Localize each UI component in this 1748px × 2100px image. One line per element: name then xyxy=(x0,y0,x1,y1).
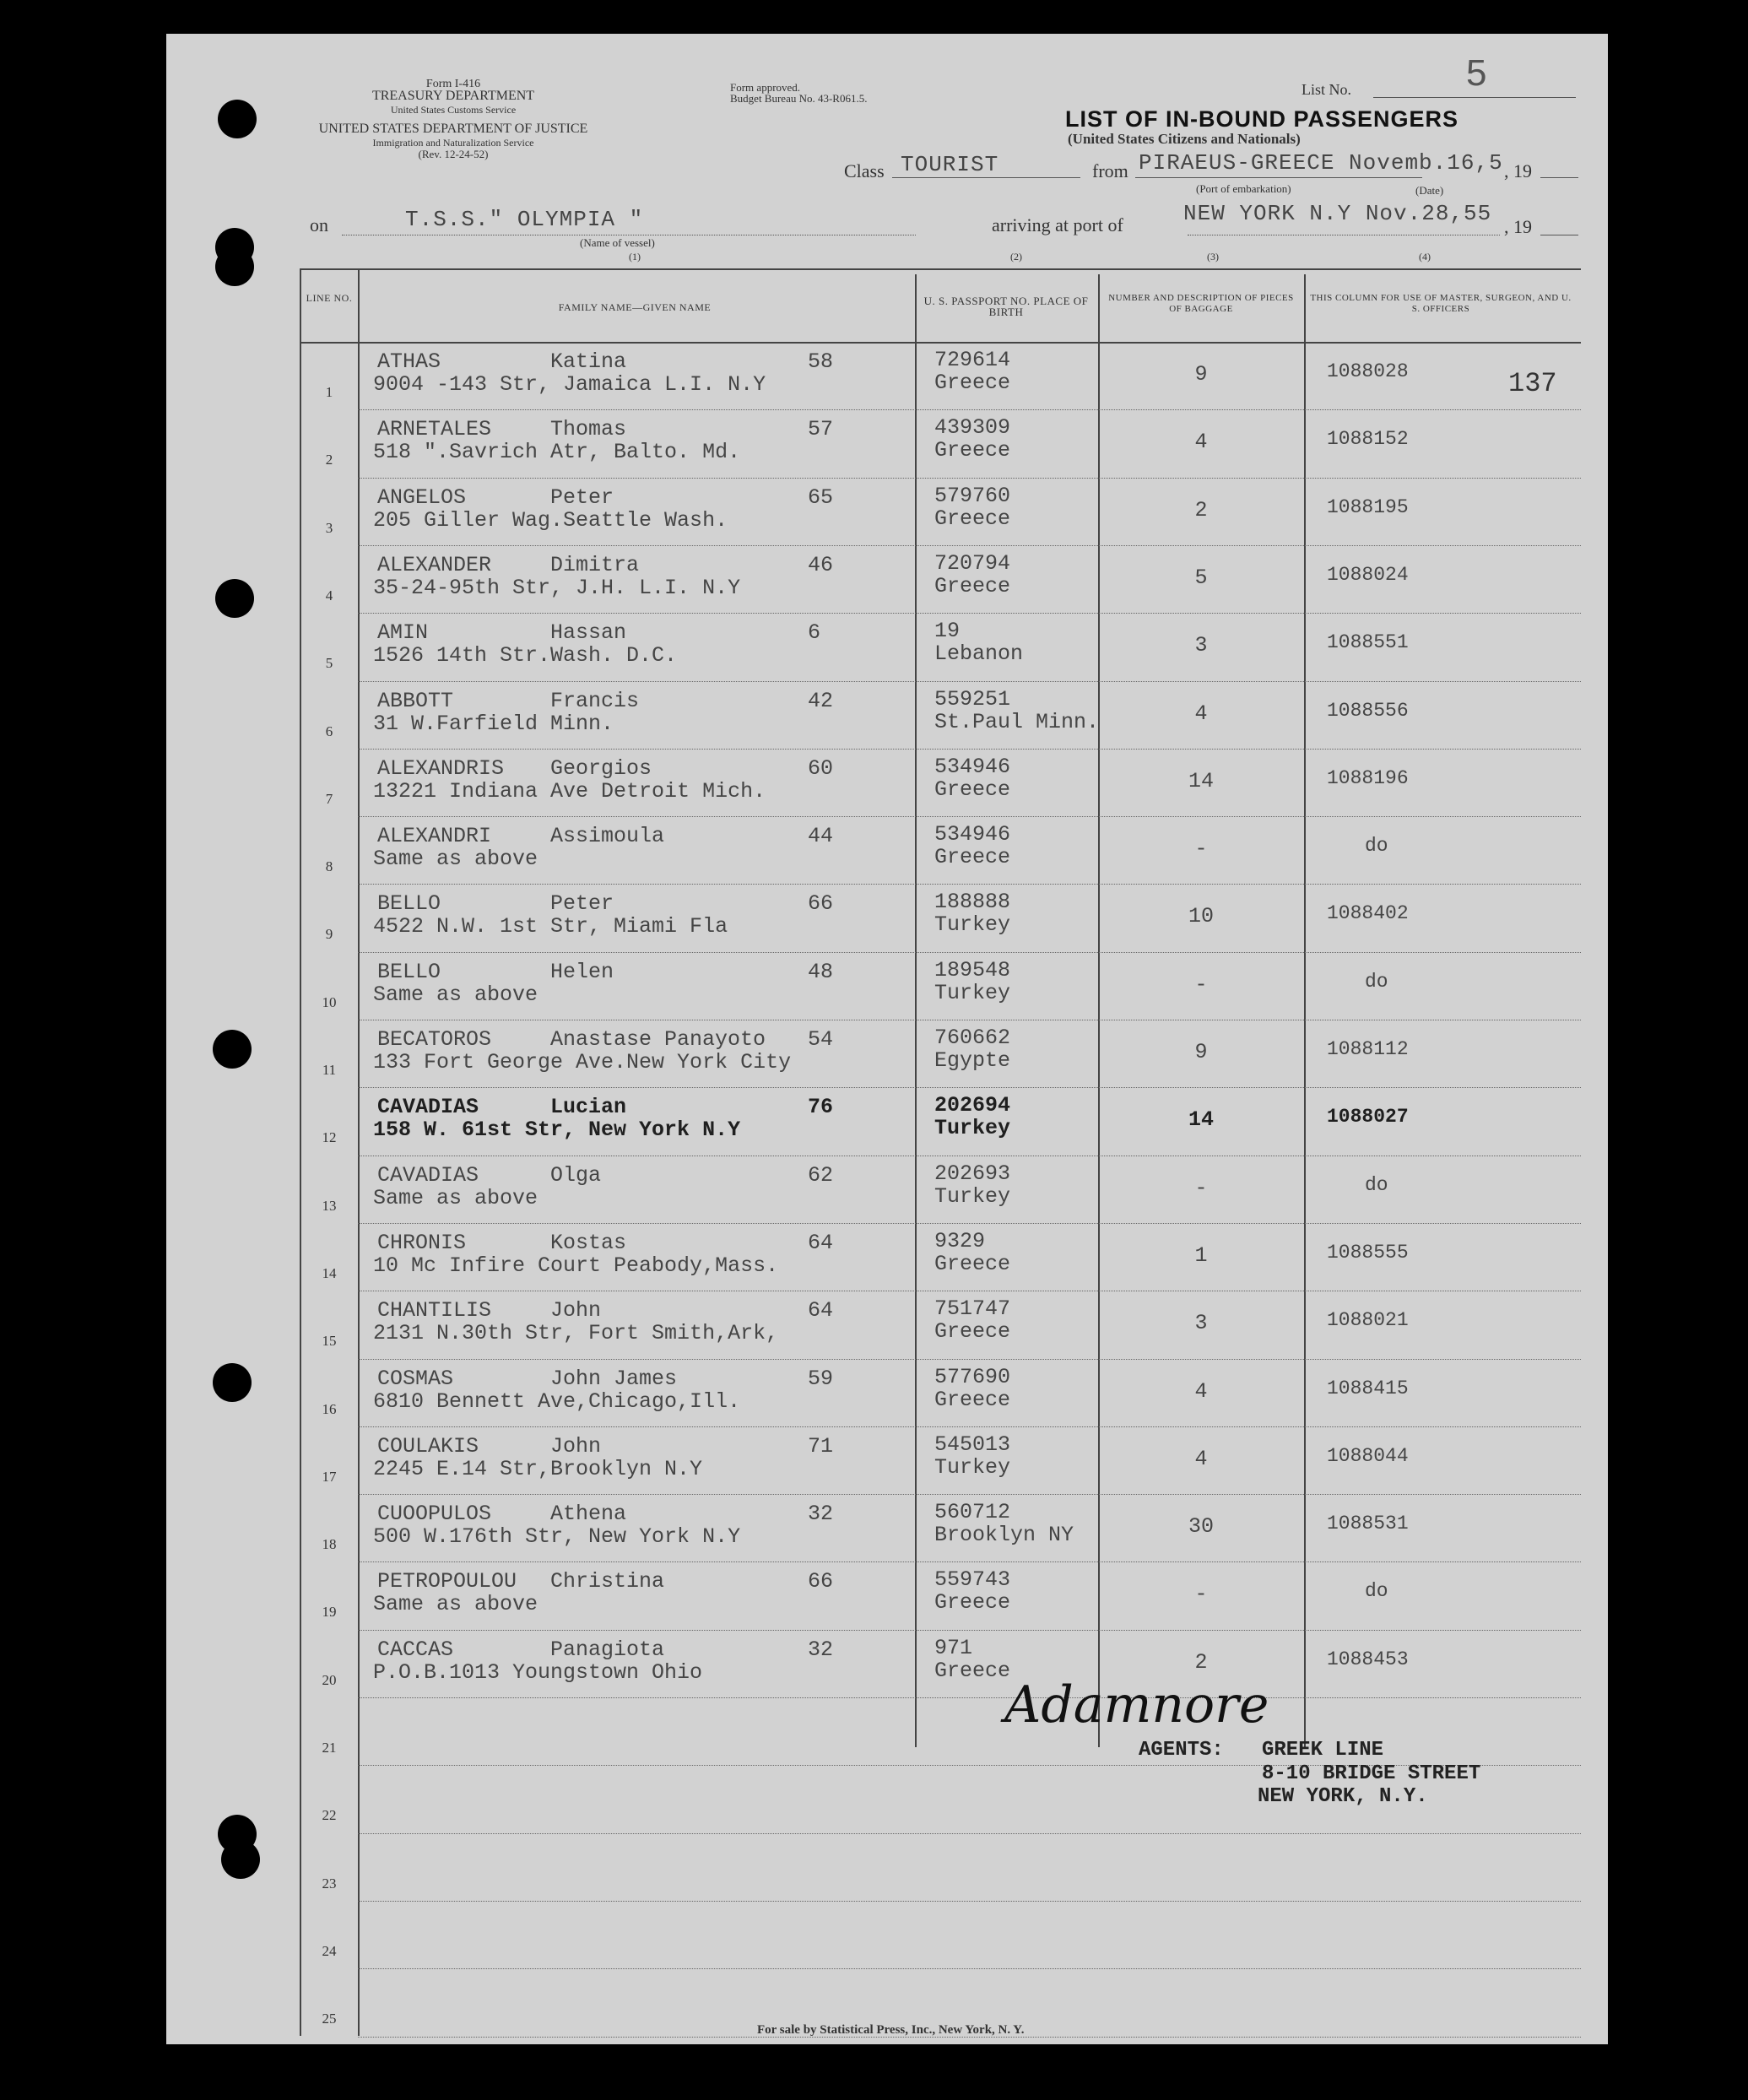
given-name: Anastase Panayoto xyxy=(550,1027,766,1052)
passport-number: 760662 xyxy=(934,1026,1011,1050)
arriving-label: arriving at port of xyxy=(992,214,1123,235)
embark-caption: (Port of embarkation) xyxy=(1196,182,1291,195)
passport-number: 189548 xyxy=(934,958,1011,982)
address: 35-24-95th Str, J.H. L.I. N.Y xyxy=(373,576,741,600)
baggage-count: 10 xyxy=(1188,904,1214,928)
col-divider-1 xyxy=(358,268,360,2036)
place-of-birth: Greece xyxy=(934,438,1011,463)
family-name: CAVADIAS xyxy=(377,1095,479,1119)
line-number: 20 xyxy=(322,1672,337,1688)
row-divider xyxy=(358,478,1581,479)
given-name: Thomas xyxy=(550,417,627,441)
form-page xyxy=(166,34,1608,2044)
margin-mark: 137 xyxy=(1508,368,1557,399)
baggage-count: 2 xyxy=(1194,498,1208,522)
place-of-birth: Egypte xyxy=(934,1048,1011,1073)
passport-number: 9329 xyxy=(934,1229,986,1253)
row-divider xyxy=(358,1359,1581,1360)
justice-dept: UNITED STATES DEPARTMENT OF JUSTICE xyxy=(318,122,588,136)
ins-service: Immigration and Naturalization Service xyxy=(372,137,534,149)
list-no-line xyxy=(1373,97,1576,98)
arriving-value: NEW YORK N.Y Nov.28,55 xyxy=(1183,201,1492,226)
given-name: Olga xyxy=(550,1163,602,1188)
row-divider xyxy=(358,1697,1581,1698)
passport-number: 534946 xyxy=(934,822,1011,847)
line-number: 7 xyxy=(325,791,333,807)
place-of-birth: Turkey xyxy=(934,912,1011,937)
baggage-count: 30 xyxy=(1188,1514,1214,1539)
baggage-count: 5 xyxy=(1194,566,1208,590)
passport-number: 971 xyxy=(934,1636,973,1660)
col-divider-3 xyxy=(1098,274,1100,1747)
officer-use-number: 1088027 xyxy=(1327,1106,1409,1128)
given-name: Assimoula xyxy=(550,824,665,848)
from-value: PIRAEUS-GREECE Novemb.16,5 xyxy=(1139,150,1503,176)
passport-number: 545013 xyxy=(934,1432,1011,1457)
row-divider xyxy=(358,1901,1581,1902)
place-of-birth: St.Paul Minn. xyxy=(934,710,1100,734)
family-name: COULAKIS xyxy=(377,1434,479,1459)
officer-use-number: 1088556 xyxy=(1327,700,1409,722)
given-name: Peter xyxy=(550,485,614,510)
col-header-passport: U. S. PASSPORT NO. PLACE OF BIRTH xyxy=(923,295,1089,318)
page-title: LIST OF IN-BOUND PASSENGERS xyxy=(1065,106,1459,132)
agents-line-2: 8-10 BRIDGE STREET xyxy=(1262,1762,1481,1785)
baggage-count: 9 xyxy=(1194,362,1208,387)
given-name: John James xyxy=(550,1367,678,1391)
baggage-count: 9 xyxy=(1194,1040,1208,1064)
line-number: 21 xyxy=(322,1740,337,1756)
place-of-birth: Greece xyxy=(934,1252,1011,1276)
age: 6 xyxy=(808,620,821,645)
passport-number: 202694 xyxy=(934,1093,1011,1118)
officer-use-number: 1088555 xyxy=(1327,1242,1409,1264)
place-of-birth: Greece xyxy=(934,777,1011,802)
signature: Adamnore xyxy=(1004,1675,1269,1735)
place-of-birth: Lebanon xyxy=(934,641,1024,666)
given-name: John xyxy=(550,1434,602,1459)
family-name: CHANTILIS xyxy=(377,1298,492,1323)
age: 32 xyxy=(808,1637,834,1662)
row-divider xyxy=(358,1494,1581,1495)
place-of-birth: Turkey xyxy=(934,1116,1011,1140)
passport-number: 19 xyxy=(934,619,961,643)
binder-hole xyxy=(221,1840,260,1879)
place-of-birth: Greece xyxy=(934,574,1011,598)
address: Same as above xyxy=(373,1592,538,1616)
place-of-birth: Greece xyxy=(934,1319,1011,1344)
table-header-border xyxy=(300,342,1581,344)
address: 500 W.176th Str, New York N.Y xyxy=(373,1524,741,1549)
line-number: 5 xyxy=(325,655,333,671)
line-number: 24 xyxy=(322,1943,337,1959)
from-label: from xyxy=(1092,160,1128,181)
row-divider xyxy=(358,409,1581,410)
line-number: 19 xyxy=(322,1604,337,1620)
row-divider xyxy=(358,1833,1581,1834)
col-divider-2 xyxy=(915,274,917,1747)
officer-use-number: 1088196 xyxy=(1327,767,1409,789)
line-number: 11 xyxy=(322,1062,337,1078)
given-name: Dimitra xyxy=(550,553,640,577)
line-number: 1 xyxy=(325,384,333,400)
family-name: CHRONIS xyxy=(377,1231,467,1255)
row-divider xyxy=(358,1630,1581,1631)
caption-3: (3) xyxy=(1207,251,1219,262)
given-name: Helen xyxy=(550,960,614,984)
baggage-count: 4 xyxy=(1194,430,1208,454)
binder-hole xyxy=(215,579,254,618)
place-of-birth: Turkey xyxy=(934,1184,1011,1209)
passport-number: 534946 xyxy=(934,755,1011,779)
passport-number: 202693 xyxy=(934,1161,1011,1186)
agents-label: AGENTS: xyxy=(1139,1739,1224,1762)
table-top-border xyxy=(300,268,1581,270)
col-header-line-no: LINE NO. xyxy=(306,292,353,304)
year-label-1: , 19 xyxy=(1504,160,1532,181)
family-name: CUOOPULOS xyxy=(377,1502,492,1526)
line-number: 12 xyxy=(322,1129,337,1145)
address: 13221 Indiana Ave Detroit Mich. xyxy=(373,779,766,804)
vessel-caption: (Name of vessel) xyxy=(580,236,655,249)
officer-use-number: do xyxy=(1365,835,1388,857)
place-of-birth: Turkey xyxy=(934,1455,1011,1480)
line-number: 25 xyxy=(322,2011,337,2027)
baggage-count: - xyxy=(1194,1176,1208,1200)
line-number: 13 xyxy=(322,1198,337,1214)
footer-printer: For sale by Statistical Press, Inc., New York, N. Y. xyxy=(757,2023,1025,2037)
given-name: Peter xyxy=(550,891,614,916)
row-divider xyxy=(358,545,1581,546)
agents-line-1: GREEK LINE xyxy=(1262,1739,1384,1762)
age: 66 xyxy=(808,1569,834,1594)
given-name: Katina xyxy=(550,349,627,374)
baggage-count: 3 xyxy=(1194,633,1208,658)
from-line xyxy=(1135,177,1422,178)
officer-use-number: 1088044 xyxy=(1327,1445,1409,1467)
passport-number: 720794 xyxy=(934,551,1011,576)
address: P.O.B.1013 Youngstown Ohio xyxy=(373,1660,703,1685)
family-name: PETROPOULOU xyxy=(377,1569,517,1594)
line-number: 17 xyxy=(322,1469,337,1485)
officer-use-number: 1088551 xyxy=(1327,631,1409,653)
line-number: 6 xyxy=(325,723,333,739)
table-left-border xyxy=(300,268,301,2036)
class-label: Class xyxy=(844,160,885,181)
officer-use-number: 1088531 xyxy=(1327,1513,1409,1534)
row-divider xyxy=(358,952,1581,953)
officer-use-number: 1088024 xyxy=(1327,564,1409,586)
revision: (Rev. 12-24-52) xyxy=(418,148,489,160)
officer-use-number: do xyxy=(1365,1174,1388,1196)
caption-1: (1) xyxy=(629,251,641,262)
age: 57 xyxy=(808,417,834,441)
class-line xyxy=(892,177,1080,178)
given-name: Hassan xyxy=(550,620,627,645)
officer-use-number: 1088028 xyxy=(1327,360,1409,382)
place-of-birth: Greece xyxy=(934,371,1011,395)
address: 10 Mc Infire Court Peabody,Mass. xyxy=(373,1253,779,1278)
family-name: BELLO xyxy=(377,960,441,984)
passport-number: 559743 xyxy=(934,1567,1011,1592)
line-number: 16 xyxy=(322,1401,337,1417)
class-value: TOURIST xyxy=(901,152,999,177)
row-divider xyxy=(358,749,1581,750)
place-of-birth: Greece xyxy=(934,1590,1011,1615)
year-line-1 xyxy=(1540,177,1578,178)
row-divider xyxy=(358,884,1581,885)
age: 58 xyxy=(808,349,834,374)
line-number: 4 xyxy=(325,587,333,603)
baggage-count: - xyxy=(1194,1582,1208,1606)
place-of-birth: Greece xyxy=(934,506,1011,531)
baggage-count: 4 xyxy=(1194,1447,1208,1471)
line-number: 8 xyxy=(325,858,333,874)
place-of-birth: Brooklyn NY xyxy=(934,1523,1074,1547)
family-name: ALEXANDER xyxy=(377,553,492,577)
officer-use-number: do xyxy=(1365,971,1388,993)
age: 60 xyxy=(808,756,834,781)
baggage-count: - xyxy=(1194,972,1208,997)
col-header-name: FAMILY NAME—GIVEN NAME xyxy=(558,301,712,313)
row-divider xyxy=(358,681,1581,682)
binder-hole xyxy=(213,1030,252,1069)
list-no-label: List No. xyxy=(1302,81,1352,98)
baggage-count: 14 xyxy=(1188,1107,1214,1132)
caption-4: (4) xyxy=(1419,251,1431,262)
age: 76 xyxy=(808,1095,834,1119)
family-name: ABBOTT xyxy=(377,689,454,713)
given-name: Athena xyxy=(550,1502,627,1526)
baggage-count: 4 xyxy=(1194,701,1208,726)
col-header-baggage: NUMBER AND DESCRIPTION OF PIECES OF BAGGAGE xyxy=(1108,293,1294,314)
row-divider xyxy=(358,1087,1581,1088)
age: 65 xyxy=(808,485,834,510)
agents-line-3: NEW YORK, N.Y. xyxy=(1258,1785,1428,1808)
binder-hole xyxy=(215,247,254,286)
family-name: COSMAS xyxy=(377,1367,454,1391)
line-number: 15 xyxy=(322,1333,337,1349)
address: 518 ".Savrich Atr, Balto. Md. xyxy=(373,440,741,464)
age: 32 xyxy=(808,1502,834,1526)
officer-use-number: 1088152 xyxy=(1327,428,1409,450)
address: 6810 Bennett Ave,Chicago,Ill. xyxy=(373,1389,741,1414)
age: 48 xyxy=(808,960,834,984)
caption-2: (2) xyxy=(1010,251,1022,262)
baggage-count: - xyxy=(1194,836,1208,861)
officer-use-number: 1088112 xyxy=(1327,1038,1409,1060)
address: 9004 -143 Str, Jamaica L.I. N.Y xyxy=(373,372,766,397)
address: 2131 N.30th Str, Fort Smith,Ark, xyxy=(373,1321,779,1345)
line-number: 2 xyxy=(325,452,333,468)
family-name: ANGELOS xyxy=(377,485,467,510)
address: 31 W.Farfield Minn. xyxy=(373,712,614,736)
baggage-count: 14 xyxy=(1188,769,1214,793)
passport-number: 188888 xyxy=(934,890,1011,914)
age: 62 xyxy=(808,1163,834,1188)
baggage-count: 2 xyxy=(1194,1650,1208,1675)
family-name: CAVADIAS xyxy=(377,1163,479,1188)
form-number: Form I-416 xyxy=(425,78,481,90)
baggage-count: 4 xyxy=(1194,1379,1208,1404)
given-name: Lucian xyxy=(550,1095,627,1119)
passport-number: 560712 xyxy=(934,1500,1011,1524)
given-name: Georgios xyxy=(550,756,652,781)
year-label-2: , 19 xyxy=(1504,216,1532,237)
on-label: on xyxy=(310,214,328,235)
address: 133 Fort George Ave.New York City xyxy=(373,1050,792,1074)
binder-hole xyxy=(213,1363,252,1402)
row-divider xyxy=(358,613,1581,614)
family-name: ARNETALES xyxy=(377,417,492,441)
customs-service: United States Customs Service xyxy=(390,104,517,116)
binder-hole xyxy=(218,100,257,138)
passport-number: 439309 xyxy=(934,415,1011,440)
row-divider xyxy=(358,1561,1581,1562)
given-name: Panagiota xyxy=(550,1637,665,1662)
date-caption: (Date) xyxy=(1415,184,1444,197)
line-number: 18 xyxy=(322,1536,337,1552)
place-of-birth: Greece xyxy=(934,1659,1011,1683)
given-name: Kostas xyxy=(550,1231,627,1255)
address: 4522 N.W. 1st Str, Miami Fla xyxy=(373,914,728,939)
place-of-birth: Greece xyxy=(934,845,1011,869)
given-name: John xyxy=(550,1298,602,1323)
place-of-birth: Greece xyxy=(934,1388,1011,1412)
baggage-count: 3 xyxy=(1194,1311,1208,1335)
age: 42 xyxy=(808,689,834,713)
line-number: 10 xyxy=(322,994,337,1010)
officer-use-number: 1088415 xyxy=(1327,1377,1409,1399)
family-name: ALEXANDRIS xyxy=(377,756,505,781)
address: 1526 14th Str.Wash. D.C. xyxy=(373,643,678,668)
col-header-officers: THIS COLUMN FOR USE OF MASTER, SURGEON, AND U. S. OFFICERS xyxy=(1310,293,1572,314)
officer-use-number: do xyxy=(1365,1580,1388,1602)
treasury-dept: TREASURY DEPARTMENT xyxy=(371,89,535,103)
passport-number: 559251 xyxy=(934,687,1011,712)
family-name: ATHAS xyxy=(377,349,441,374)
passport-number: 751747 xyxy=(934,1296,1011,1321)
age: 46 xyxy=(808,553,834,577)
family-name: CACCAS xyxy=(377,1637,454,1662)
address: 158 W. 61st Str, New York N.Y xyxy=(373,1118,741,1142)
line-number: 22 xyxy=(322,1807,337,1823)
col-divider-4 xyxy=(1304,274,1306,1747)
address: 2245 E.14 Str,Brooklyn N.Y xyxy=(373,1457,703,1481)
given-name: Francis xyxy=(550,689,640,713)
age: 59 xyxy=(808,1367,834,1391)
family-name: BELLO xyxy=(377,891,441,916)
family-name: ALEXANDRI xyxy=(377,824,492,848)
place-of-birth: Turkey xyxy=(934,981,1011,1005)
address: Same as above xyxy=(373,982,538,1007)
line-number: 3 xyxy=(325,520,333,536)
line-number: 23 xyxy=(322,1875,337,1892)
baggage-count: 1 xyxy=(1194,1243,1208,1268)
address: 205 Giller Wag.Seattle Wash. xyxy=(373,508,728,533)
officer-use-number: 1088195 xyxy=(1327,496,1409,518)
age: 64 xyxy=(808,1231,834,1255)
line-number: 14 xyxy=(322,1265,337,1281)
list-no-value: 5 xyxy=(1466,52,1487,94)
passport-number: 729614 xyxy=(934,348,1011,372)
officer-use-number: 1088402 xyxy=(1327,902,1409,924)
row-divider xyxy=(358,1223,1581,1224)
passport-number: 577690 xyxy=(934,1365,1011,1389)
age: 64 xyxy=(808,1298,834,1323)
row-divider xyxy=(358,2037,1581,2038)
age: 54 xyxy=(808,1027,834,1052)
age: 71 xyxy=(808,1434,834,1459)
family-name: BECATOROS xyxy=(377,1027,492,1052)
officer-use-number: 1088453 xyxy=(1327,1648,1409,1670)
passport-number: 579760 xyxy=(934,484,1011,508)
line-number: 9 xyxy=(325,926,333,942)
row-divider xyxy=(358,816,1581,817)
given-name: Christina xyxy=(550,1569,665,1594)
family-name: AMIN xyxy=(377,620,429,645)
age: 66 xyxy=(808,891,834,916)
row-divider xyxy=(358,1426,1581,1427)
budget-bureau: Budget Bureau No. 43-R061.5. xyxy=(730,92,868,105)
form-approved: Form approved. xyxy=(730,81,801,94)
row-divider xyxy=(358,1968,1581,1969)
address: Same as above xyxy=(373,847,538,871)
officer-use-number: 1088021 xyxy=(1327,1309,1409,1331)
age: 44 xyxy=(808,824,834,848)
vessel-value: T.S.S." OLYMPIA " xyxy=(405,207,644,232)
page-subtitle: (United States Citizens and Nationals) xyxy=(1068,131,1301,147)
address: Same as above xyxy=(373,1186,538,1210)
